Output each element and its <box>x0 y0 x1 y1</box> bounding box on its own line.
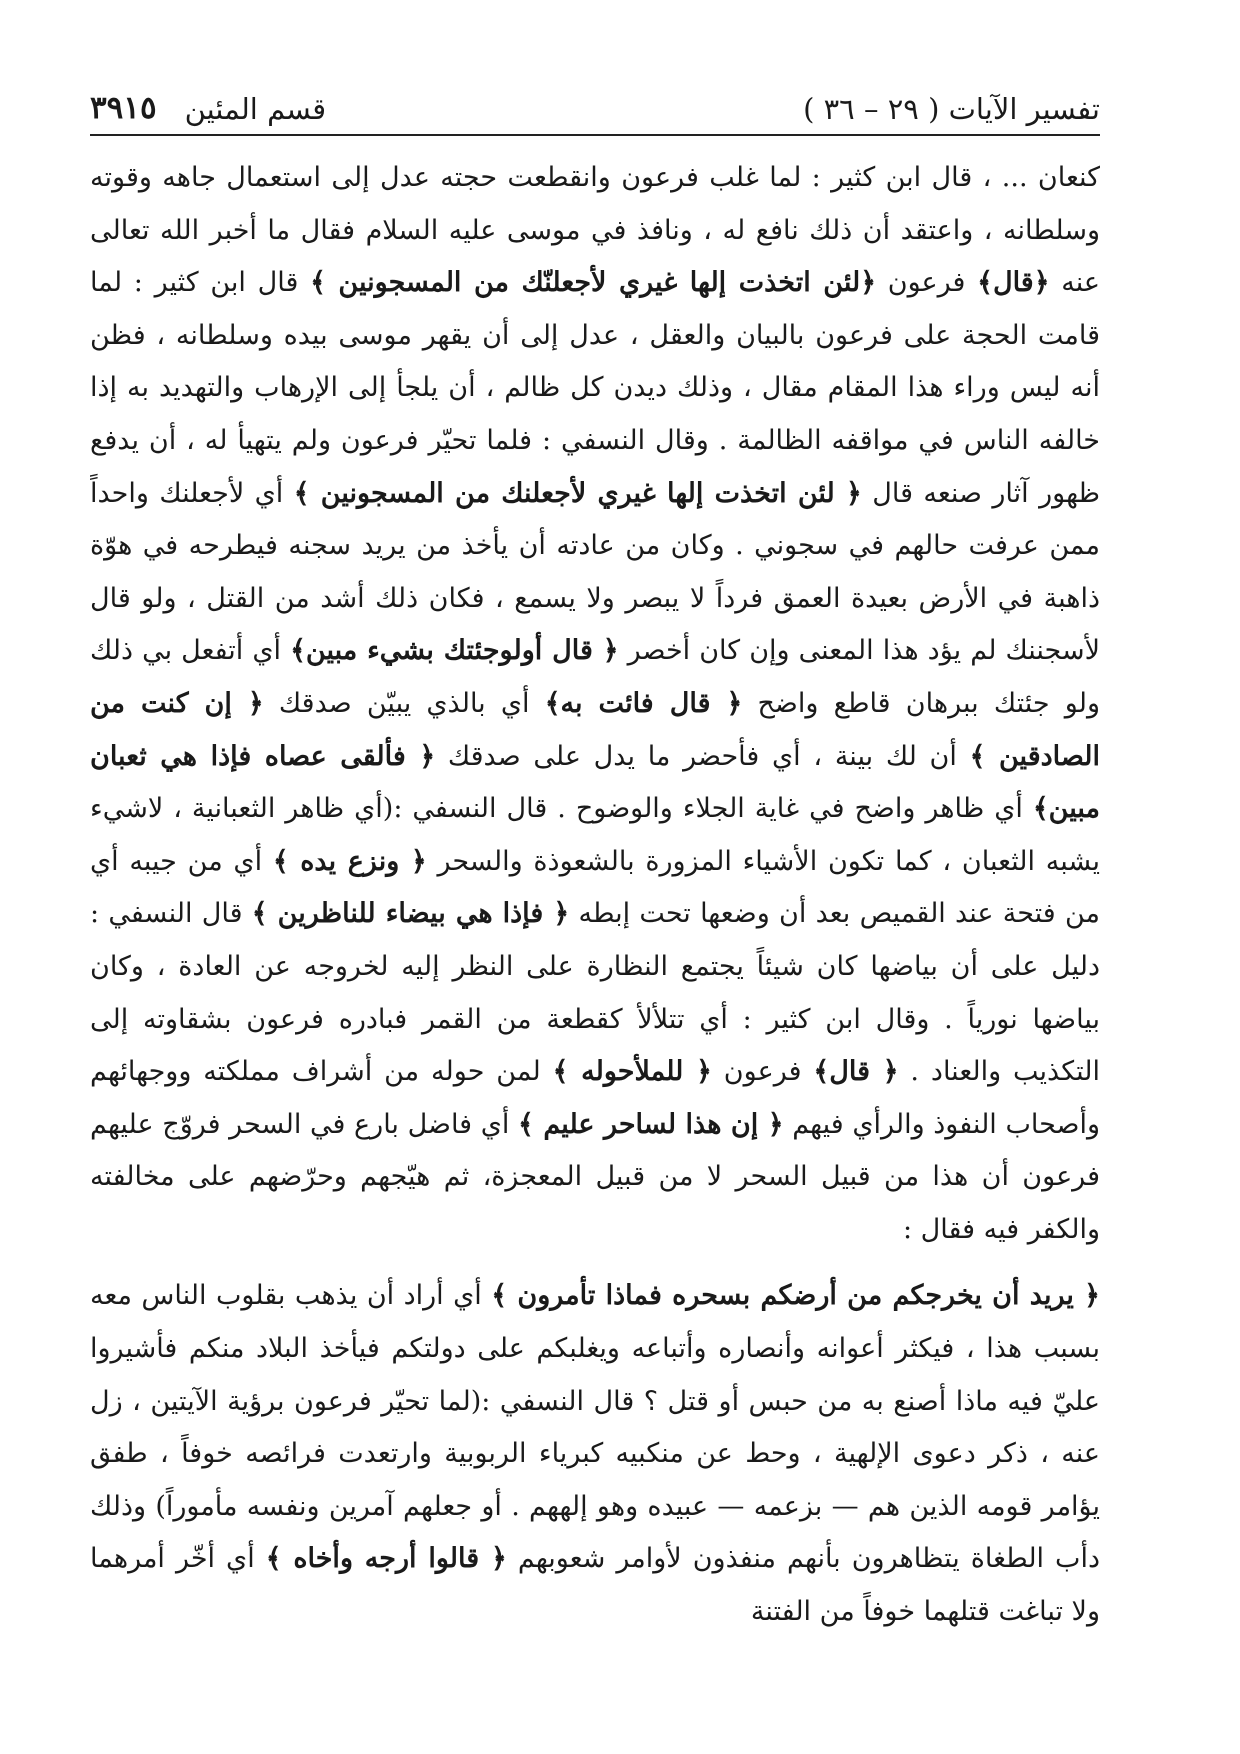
commentary-text: فرعون <box>711 1056 814 1088</box>
quran-verse: ﴿ لئن اتخذت إلها غيري لأجعلنك من المسجونين ﴾ <box>293 477 862 509</box>
quran-verse: ﴿ ونزع يده ﴾ <box>272 845 427 877</box>
commentary-text: أن لك بينة ، أي فأحضر ما يدل على صدقك <box>435 740 970 772</box>
part-title: قسم المئين <box>184 92 327 126</box>
commentary-text: كنعان ... ، قال ابن كثير : لما غلب فرعون وانقطعت حجته عدل إلى استعمال جاهه وقوته وسلطانه ، واعتقد أن ذلك نافع له ، ونافذ في موسى عليه السلام فقال ما أخبر الله تعالى عنه <box>90 162 1100 299</box>
commentary-text: لمن حوله من أشراف مملكته ووجهائهم وأصحاب النفوذ والرأي فيهم <box>90 1056 1100 1140</box>
commentary-text: أي أراد أن يذهب بقلوب الناس معه بسبب هذا ، فيكثر أعوانه وأنصاره وأتباعه ويغلبكم على دولتكم فيأخذ البلاد منكم فأشيروا عليّ فيه ماذا أصنع به من حبس أو قتل ؟ قال النسفي :(لما تحيّر فرعون برؤية الآيتين ، زل عنه ، ذكر دعوى الإلهية ، وحط عن منكبيه كبرياء الربوبية وارتعدت فرائصه خوفاً ، طفق يؤامر قومه الذين هم — بزعمه — عبيده وهو إلههم . أو جعلهم آمرين ونفسه مأموراً) وذلك دأب الطغاة يتظاهرون بأنهم منفذون لأوامر شعوبهم <box>90 1280 1100 1575</box>
quran-verse: ﴿ فإذا هي بيضاء للناظرين ﴾ <box>251 898 570 930</box>
quran-verse: ﴿ قالوا أرجه وأخاه ﴾ <box>265 1543 507 1575</box>
header-left <box>90 90 326 126</box>
commentary-text: قال النسفي : دليل على أن بياضها كان شيئاً يجتمع النظارة على النظر إليه لخروجه عن العادة ، وكان بياضها نورياً . وقال ابن كثير : أي تتلألأ كقطعة من القمر فبادره فرعون بشقاوته إلى التكذيب والعناد . <box>90 898 1100 1088</box>
header-rule <box>90 134 1100 136</box>
quran-verse: ﴿ قال أولوجئتك بشيء مبين﴾ <box>290 635 619 667</box>
commentary-text: أي ظاهر واضح في غاية الجلاء والوضوح . قال النسفي :(أي ظاهر الثعبانية ، لاشيء يشبه الثعبان ، كما تكون الأشياء المزورة بالشعوذة والسحر <box>90 793 1100 877</box>
commentary-text: قال ابن كثير : لما قامت الحجة على فرعون بالبيان والعقل ، عدل إلى أن يقهر موسى بيده وسلطانه ، فظن أنه ليس وراء هذا المقام مقال ، وذلك ديدن كل ظالم ، أن يلجأ إلى الإرهاب والتهديد به إذا خالفه الناس في مواقفه الظالمة . وقال النسفي : فلما تحيّر فرعون ولم يتهيأ له ، أن يدفع ظهور آثار صنعه قال <box>90 267 1100 509</box>
commentary-text: أي أتفعل بي ذلك ولو جئتك ببرهان قاطع واضح <box>90 635 1100 719</box>
commentary-text: أي لأجعلنك واحداً ممن عرفت حالهم في سجوني . وكان من عادته أن يأخذ من يريد سجنه فيطرحه في هوّة ذاهبة في الأرض بعيدة العمق فرداً لا يبصر ولا يسمع ، فكان ذلك أشد من القتل ، ولو قال لأسجننك لم يؤد هذا المعنى وإن كان أخصر <box>90 477 1100 667</box>
page-body <box>90 152 1100 1714</box>
quran-verse: ﴿ يريد أن يخرجكم من أرضكم بسحره فماذا تأمرون ﴾ <box>491 1280 1100 1312</box>
commentary-text: أي بالذي يبيّن صدقك <box>263 687 545 719</box>
section-title: تفسير الآيات ( ٢٩ – ٣٦ ) <box>803 92 1100 126</box>
quran-verse: ﴿ للملأحوله ﴾ <box>552 1056 712 1088</box>
quran-verse: ﴿ إن هذا لساحر عليم ﴾ <box>518 1108 784 1140</box>
quran-verse: ﴿ قال فائت به﴾ <box>544 687 743 719</box>
commentary-text: فرعون <box>876 267 978 299</box>
quran-verse: ﴿ فألقى عصاه فإذا هي ثعبان مبين﴾ <box>90 740 1100 825</box>
quran-verse: ﴿ إن كنت من الصادقين ﴾ <box>90 687 1100 772</box>
page-header <box>90 78 1100 126</box>
quran-verse: ﴿قال﴾ <box>977 267 1050 299</box>
quran-verse: ﴿لئن اتخذت إلها غيري لأجعلنّك من المسجونين ﴾ <box>310 267 877 299</box>
commentary-text: أي فاضل بارع في السحر فروّج عليهم فرعون أن هذا من قبيل السحر لا من قبيل المعجزة، ثم هيّجهم وحرّضهم على مخالفته والكفر فيه فقال : <box>90 1108 1100 1245</box>
commentary-text: أي من جيبه أي من فتحة عند القميص بعد أن وضعها تحت إبطه <box>90 845 1100 930</box>
page-number: ٣٩١٥ <box>90 90 157 126</box>
paragraph-2 <box>90 1270 1100 1638</box>
quran-verse: ﴿ قال﴾ <box>813 1056 899 1088</box>
commentary-text: أي أخّر أمرهما ولا تباغت قتلهما خوفاً من الفتنة <box>90 1543 1100 1628</box>
paragraph-1 <box>90 152 1100 1256</box>
